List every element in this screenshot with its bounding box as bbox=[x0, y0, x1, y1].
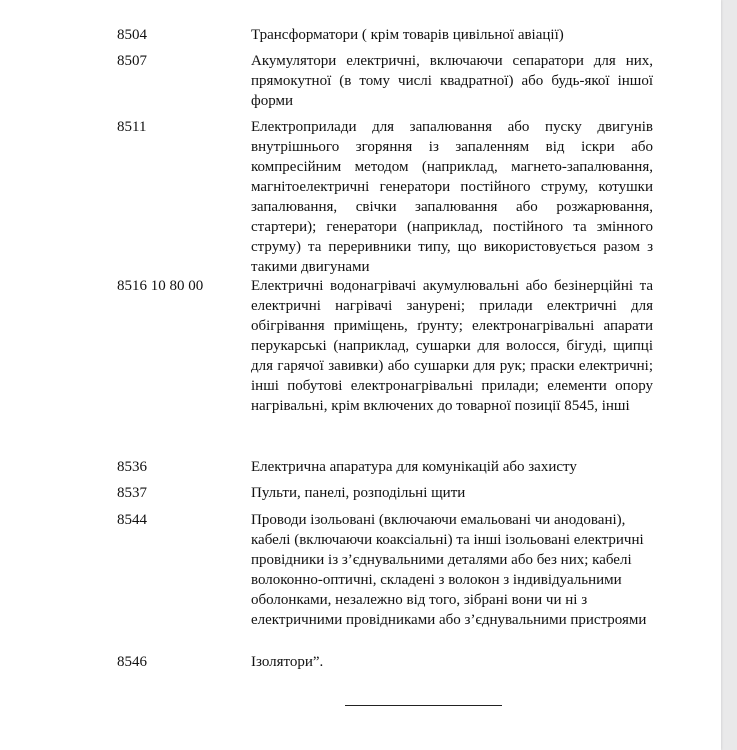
end-divider-line bbox=[345, 705, 502, 706]
goods-description: Проводи ізольовані (включаючи емальовані чи анодовані), кабелі (включаючи коаксіальні) та інші ізольовані електричні провідники із з’єднувальними деталями або без них; кабелі волоконно-оптичні, складені з волокон з індивідуальними оболонками, незалежно від того, зібрані вони чи ні з електричними провідниками або з’єднувальними пристроями bbox=[251, 512, 647, 628]
hs-code: 8516 10 80 00 bbox=[117, 278, 204, 294]
goods-description: Пульти, панелі, розподільні щити bbox=[251, 485, 466, 501]
hs-code: 8504 bbox=[117, 27, 147, 43]
goods-description: Електричні водонагрівачі акумулювальні або безінерційні та електричні нагрівачі занурені; прилади електричні для обігрівання приміщень, ґрунту; електронагрівальні апарати перукарські (наприклад, сушарки для волосся, бігуді, щипці для гарячої завивки) або сушарки для рук; праски електричні; інші побутові електронагрівальні прилади; елементи опору нагрівальні, крім включених до товарної позиції 8545, інші bbox=[251, 278, 653, 414]
hs-code: 8537 bbox=[117, 485, 147, 501]
hs-code: 8511 bbox=[117, 119, 147, 135]
goods-description: Трансформатори ( крім товарів цивільної авіації) bbox=[251, 27, 564, 43]
goods-description: Ізолятори”. bbox=[251, 654, 324, 670]
goods-description: Електроприлади для запалювання або пуску двигунів внутрішнього згоряння із запаленням від іскри або компресійним методом (наприклад, магнето-запалювання, магнітоелектричні генератори постійного струму, котушки запалювання, свічки запалювання або розжарювання, стартери); генератори (наприклад, постійного та змінного струму) та переривники типу, що використовується разом з такими двигунами bbox=[251, 119, 653, 275]
hs-code: 8546 bbox=[117, 654, 147, 670]
hs-code: 8536 bbox=[117, 459, 147, 475]
hs-code: 8507 bbox=[117, 53, 147, 69]
goods-description: Електрична апаратура для комунікацій або захисту bbox=[251, 459, 577, 475]
goods-description: Акумулятори електричні, включаючи сепаратори для них, прямокутної (в тому числі квадратної) або будь-якої іншої форми bbox=[251, 53, 653, 109]
hs-code: 8544 bbox=[117, 512, 147, 528]
